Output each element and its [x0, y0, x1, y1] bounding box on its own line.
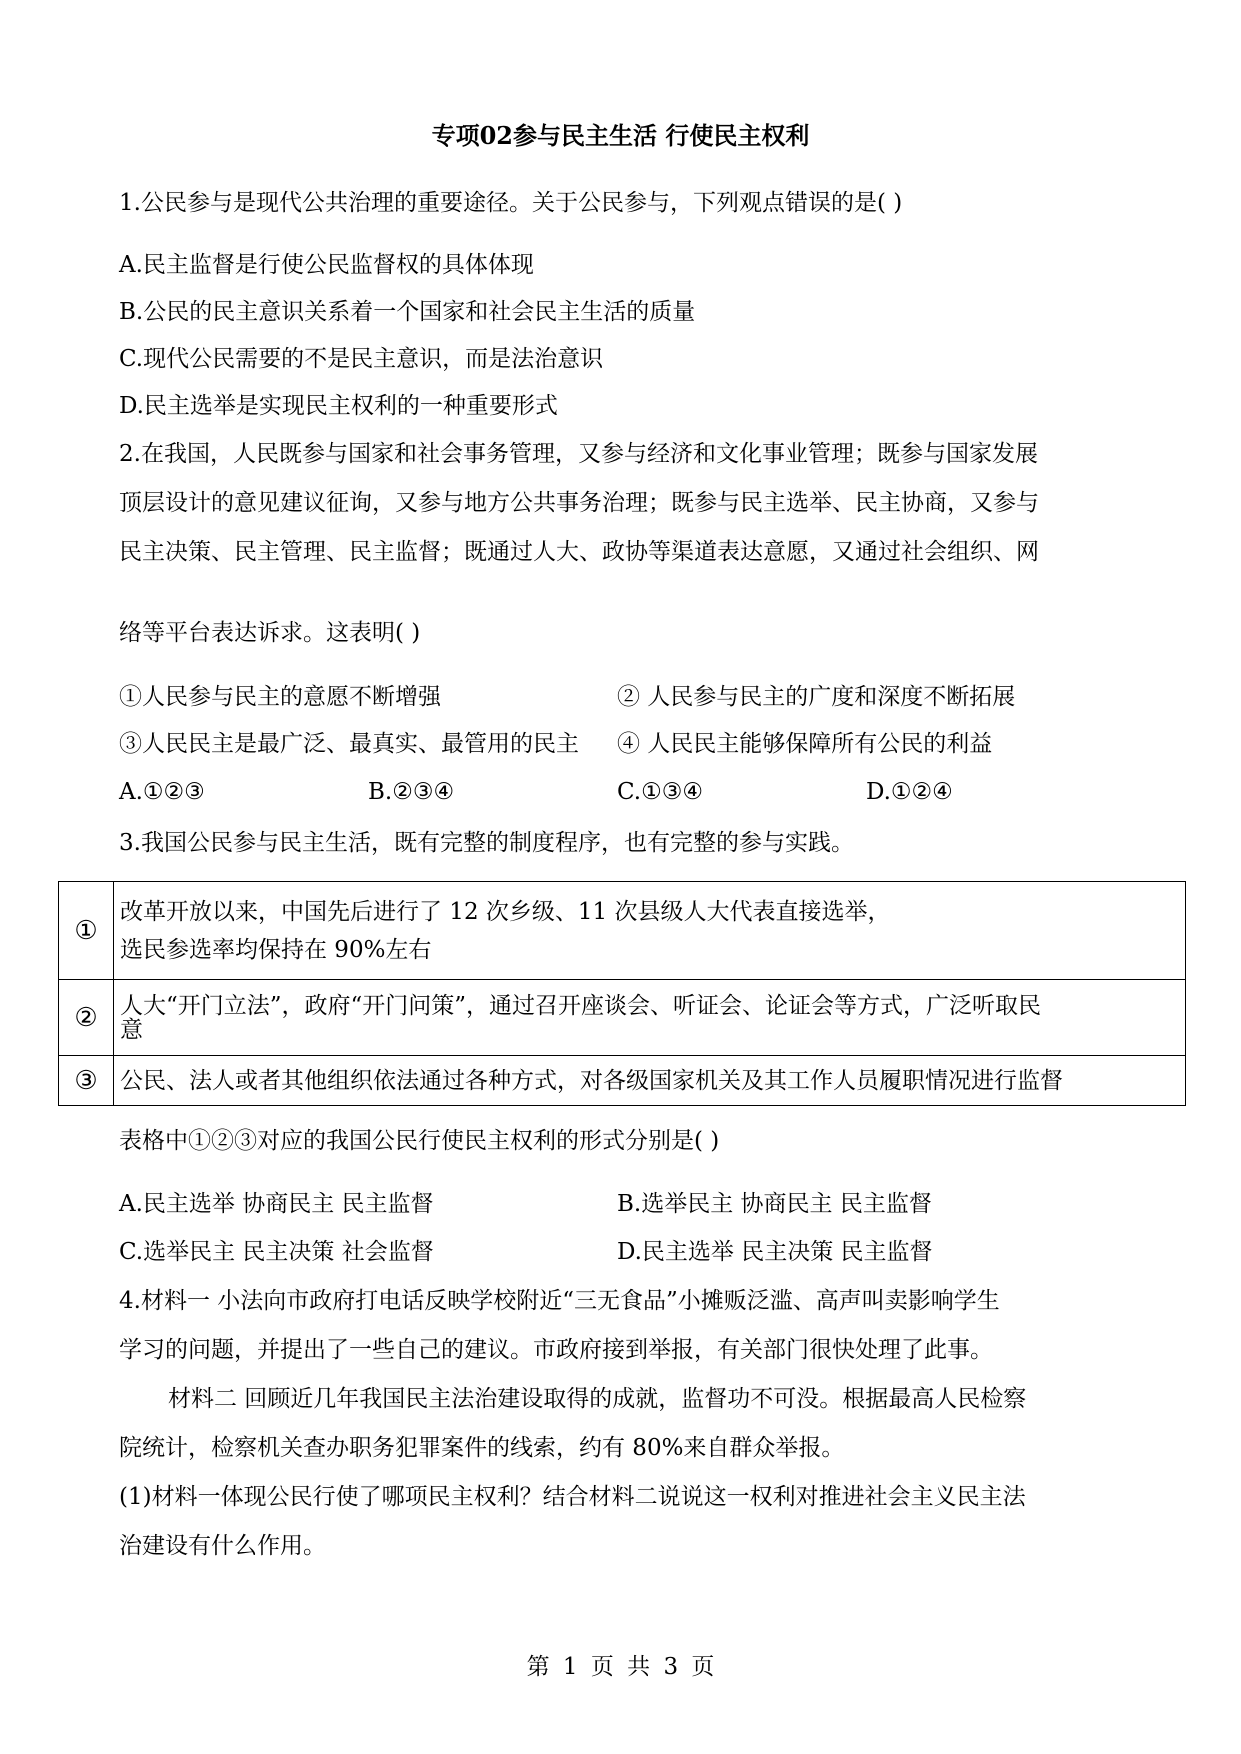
q4-material-1-line-2: 学习的问题，并提出了一些自己的建议。市政府接到举报，有关部门很快处理了此事。 — [119, 1337, 993, 1363]
q4-material-1-line-1: 4.材料一 小法向市政府打电话反映学校附近“三无食品”小摊贩泛滥、高声叫卖影响学生 — [119, 1288, 1000, 1314]
q2-option-b: B.②③④ — [368, 779, 455, 805]
table-row-number: ③ — [59, 1056, 114, 1106]
q4-question-1-line-1: (1)材料一体现公民行使了哪项民主权利？结合材料二说说这一权利对推进社会主义民主法 — [119, 1484, 1026, 1510]
table-row-content — [114, 1056, 1186, 1106]
q3-question: 表格中①②③对应的我国公民行使民主权利的形式分别是( ) — [119, 1128, 720, 1154]
table-row-number: ① — [59, 882, 114, 980]
table-row — [59, 1056, 1186, 1106]
table-row-text-line: 人大“开门立法”，政府“开门问策”，通过召开座谈会、听证会、论证会等方式，广泛听取民 — [120, 992, 1042, 1019]
table-row-text-line: 意 — [120, 1016, 143, 1043]
page-title: 专项02参与民主生活 行使民主权利 — [431, 121, 810, 150]
q2-stem-line-3: 民主决策、民主管理、民主监督；既通过人大、政协等渠道表达意愿，又通过社会组织、网 — [119, 539, 1039, 565]
q2-statement-4: ④ 人民民主能够保障所有公民的利益 — [617, 731, 993, 757]
q2-stem-line-1: 2.在我国，人民既参与国家和社会事务管理，又参与经济和文化事业管理；既参与国家发展 — [119, 441, 1038, 467]
q2-option-d: D.①②④ — [866, 779, 953, 805]
table-row — [59, 882, 1186, 980]
q2-option-a: A.①②③ — [119, 779, 205, 805]
q4-question-1-line-2: 治建设有什么作用。 — [119, 1533, 326, 1559]
q3-option-b: B.选举民主 协商民主 民主监督 — [617, 1191, 932, 1217]
q2-statement-3: ③人民民主是最广泛、最真实、最管用的民主 — [119, 731, 579, 757]
table-row — [59, 980, 1186, 1056]
q3-option-c: C.选举民主 民主决策 社会监督 — [119, 1239, 434, 1265]
page-footer: 第 1 页 共 3 页 — [526, 1654, 715, 1680]
q4-material-2-line-1: 材料二 回顾近几年我国民主法治建设取得的成就，监督功不可没。根据最高人民检察 — [168, 1386, 1027, 1412]
q1-option-d: D.民主选举是实现民主权利的一种重要形式 — [119, 393, 558, 419]
q4-material-2-line-2: 院统计，检察机关查办职务犯罪案件的线索，约有 80%来自群众举报。 — [119, 1435, 845, 1461]
q1-stem: 1.公民参与是现代公共治理的重要途径。关于公民参与，下列观点错误的是( ) — [119, 190, 903, 216]
q3-option-d: D.民主选举 民主决策 民主监督 — [617, 1239, 933, 1265]
q1-option-a: A.民主监督是行使公民监督权的具体体现 — [119, 252, 534, 278]
table-row-text-line: 公民、法人或者其他组织依法通过各种方式，对各级国家机关及其工作人员履职情况进行监督 — [120, 1067, 1063, 1094]
q2-stem-line-2: 顶层设计的意见建议征询，又参与地方公共事务治理；既参与民主选举、民主协商，又参与 — [119, 490, 1039, 516]
q2-stem-line-4: 络等平台表达诉求。这表明( ) — [119, 620, 421, 646]
table-row-number: ② — [59, 980, 114, 1056]
q2-statement-1: ①人民参与民主的意愿不断增强 — [119, 684, 441, 710]
table-row-content — [114, 882, 1186, 980]
q1-option-b: B.公民的民主意识关系着一个国家和社会民主生活的质量 — [119, 299, 696, 325]
q2-option-c: C.①③④ — [617, 779, 703, 805]
q3-material-table — [58, 881, 1186, 1106]
table-row-text-line: 选民参选率均保持在 90%左右 — [120, 936, 432, 963]
q3-option-a: A.民主选举 协商民主 民主监督 — [119, 1191, 434, 1217]
q3-stem: 3.我国公民参与民主生活，既有完整的制度程序，也有完整的参与实践。 — [119, 830, 854, 856]
table-row-content — [114, 980, 1186, 1056]
q1-option-c: C.现代公民需要的不是民主意识，而是法治意识 — [119, 346, 604, 372]
q2-statement-2: ② 人民参与民主的广度和深度不断拓展 — [617, 684, 1016, 710]
table-row-text-line: 改革开放以来，中国先后进行了 12 次乡级、11 次县级人大代表直接选举， — [120, 898, 891, 925]
